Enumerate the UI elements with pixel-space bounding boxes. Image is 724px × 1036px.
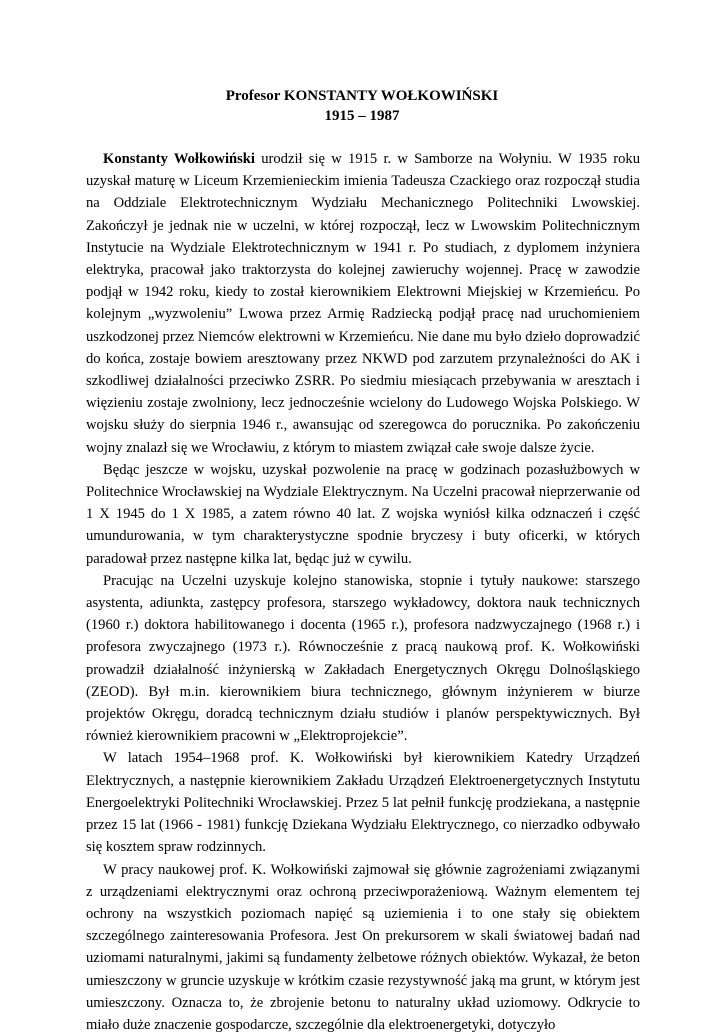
document-title: Profesor KONSTANTY WOŁKOWIŃSKI: [0, 86, 724, 106]
paragraph-5: W pracy naukowej prof. K. Wołkowiński zajmował się głównie zagrożeniami związanymi z urządzeniami elektrycznymi oraz ochroną przeciwporażeniową. Ważnym elementem tej ochrony na wszystkich poziomach napięć są uziemienia i to one stały się obiektem szczególnego zainteresowania Profesora. Jest On prekursorem w skali światowej badań nad uziomami naturalnymi, jakimi są fundamenty żelbetowe różnych obiektów. Wykazał, że beton umieszczony w gruncie uzyskuje w krótkim czasie rezystywność jaką ma grunt, w którym jest umieszczony. Oznacza to, że zbrojenie betonu to naturalny układ uziomowy. Odkrycie to miało duże znaczenie gospodarcze, szczególnie dla elektroenergetyki, dotyczyło: [86, 859, 640, 1036]
lead-name: Konstanty Wołkowiński: [103, 151, 255, 167]
paragraph-3: Pracując na Uczelni uzyskuje kolejno stanowiska, stopnie i tytuły naukowe: starszego asystenta, adiunkta, zastępcy profesora, starszego wykładowcy, doktora nauk technicznych (1960 r.) doktora habilitowanego i docenta (1965 r.), profesora nadzwyczajnego (1968 r.) i profesora zwyczajnego (1973 r.). Równocześnie z pracą naukową prof. K. Wołkowiński prowadził działalność inżynierską w Zakładach Energetycznych Okręgu Dolnośląskiego (ZEOD). Był m.in. kierownikiem biura technicznego, głównym inżynierem w biurze projektów Okręgu, doradcą technicznym działu studiów i planów perspektywicznych. Był również kierownikiem pracowni w „Elektroprojekcie”.: [86, 570, 640, 748]
paragraph-1-text: urodził się w 1915 r. w Samborze na Wołyniu. W 1935 roku uzyskał maturę w Liceum Krzemienieckim imienia Tadeusza Czackiego oraz rozpoczął studia na Oddziale Elektrotechnicznym Wydziału Mechanicznego Politechniki Lwowskiej. Zakończył je jednak nie w uczelni, w której rozpoczął, lecz w Lwowskim Politechnicznym Instytucie na Wydziale Elektrotechnicznym w 1941 r. Po studiach, z dyplomem inżyniera elektryka, pracował jako traktorzysta do kolejnej zawieruchy wojennej. Pracę w zawodzie podjął w 1942 roku, kiedy to został kierownikiem Elektrowni Miejskiej w Krzemieńcu. Po kolejnym „wyzwoleniu” Lwowa przez Armię Radziecką podjął pracę nad uruchomieniem uszkodzonej przez Niemców elektrowni w Krzemieńcu. Nie dane mu było dzieło doprowadzić do końca, zostaje bowiem aresztowany przez NKWD pod zarzutem przynależności do AK i szkodliwej działalności przeciwko ZSRR. Po siedmiu miesiącach przebywania w aresztach i więzieniu zostaje zwolniony, lecz jednocześnie wcielony do Ludowego Wojska Polskiego. W wojsku służy do sierpnia 1946 r., awansując od szeregowca do porucznika. Po zakończeniu wojny znalazł się we Wrocławiu, z którym to miastem związał całe swoje dalsze życie.: [86, 151, 640, 456]
document-body: [86, 148, 640, 1036]
document-years: 1915 – 1987: [0, 106, 724, 126]
paragraph-2: Będąc jeszcze w wojsku, uzyskał pozwolenie na pracę w godzinach pozasłużbowych w Politechnice Wrocławskiej na Wydziale Elektrycznym. Na Uczelni pracował nieprzerwanie od 1 X 1945 do 1 X 1985, a zatem równo 40 lat. Z wojska wyniósł kilka odznaczeń i część umundurowania, w tym charakterystyczne spodnie bryczesy i buty oficerki, w których paradował przez następne kilka lat, będąc już w cywilu.: [86, 459, 640, 570]
paragraph-4: W latach 1954–1968 prof. K. Wołkowiński był kierownikiem Katedry Urządzeń Elektrycznych, a następnie kierownikiem Zakładu Urządzeń Elektroenergetycznych Instytutu Energoelektryki Politechniki Wrocławskiej. Przez 5 lat pełnił funkcję prodziekana, a następnie przez 15 lat (1966 - 1981) funkcję Dziekana Wydziału Elektrycznego, co nierzadko odbywało się kosztem spraw rodzinnych.: [86, 747, 640, 858]
paragraph-1: [86, 148, 640, 459]
